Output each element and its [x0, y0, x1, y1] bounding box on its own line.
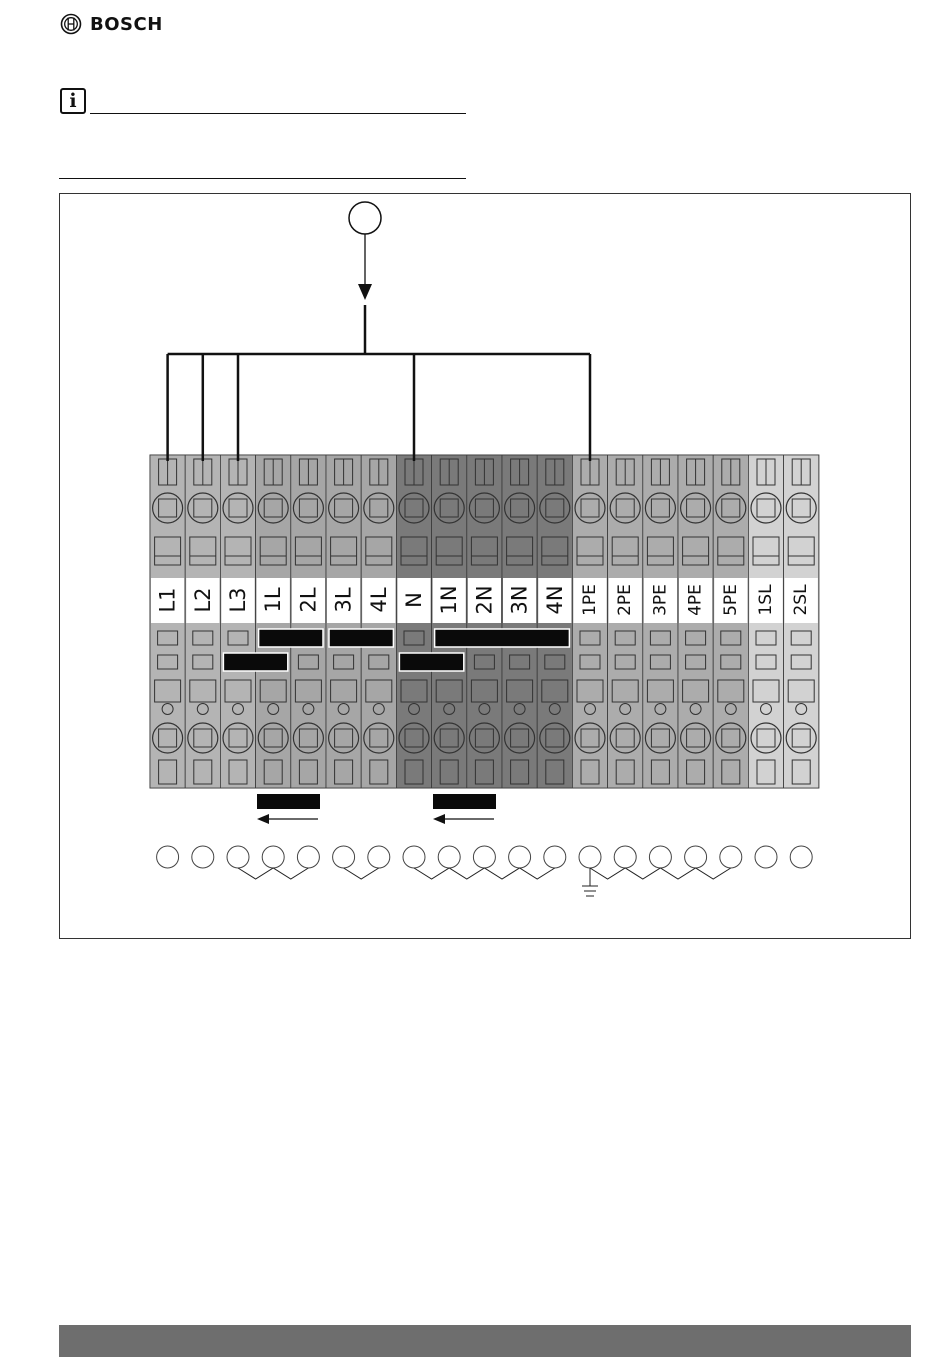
terminal-l2 — [185, 455, 220, 788]
terminal-symbol — [509, 846, 531, 868]
terminal-label: 4PE — [685, 584, 706, 616]
bridge-link — [414, 868, 555, 879]
footer-bar — [59, 1325, 911, 1357]
terminal-2n — [467, 455, 502, 788]
bridge-tag — [433, 794, 496, 809]
terminal-block — [150, 455, 819, 788]
terminal-symbol — [297, 846, 319, 868]
terminal-symbol — [368, 846, 390, 868]
terminal-symbol — [790, 846, 812, 868]
terminal-5pe — [713, 455, 748, 788]
terminal-label: L2 — [190, 587, 215, 613]
terminal-label: 4N — [542, 585, 567, 615]
terminal-label: 2N — [472, 585, 497, 615]
terminal-3l — [326, 455, 361, 788]
supply-marker — [349, 202, 381, 234]
terminal-1l — [256, 455, 291, 788]
terminal-label: N — [402, 592, 426, 608]
info-icon: i — [60, 88, 86, 114]
terminal-symbol — [227, 846, 249, 868]
terminal-3n — [502, 455, 537, 788]
terminal-4pe — [678, 455, 713, 788]
bridge-link — [238, 868, 308, 879]
terminal-symbol — [544, 846, 566, 868]
bridge-link — [344, 868, 379, 879]
terminal-symbol — [755, 846, 777, 868]
cross-connector-bar — [435, 629, 570, 647]
terminal-symbol — [649, 846, 671, 868]
direction-arrowhead — [257, 814, 269, 824]
terminal-label: 4L — [366, 587, 391, 613]
terminal-label: 2SL — [791, 584, 812, 616]
supply-arrowhead — [358, 284, 372, 300]
terminal-symbol — [579, 846, 601, 868]
terminal-symbol — [157, 846, 179, 868]
terminal-symbol — [262, 846, 284, 868]
terminal-4l — [361, 455, 396, 788]
terminal-2l — [291, 455, 326, 788]
cross-connector-bar — [399, 653, 463, 671]
terminal-label: L3 — [226, 587, 250, 613]
direction-arrowhead — [433, 814, 445, 824]
terminal-label: 3N — [507, 585, 532, 615]
terminal-2pe — [608, 455, 643, 788]
cross-connector-bar — [223, 653, 287, 671]
terminal-label: 1SL — [756, 584, 776, 616]
terminal-label: 1PE — [580, 584, 600, 616]
feed-wiring — [168, 202, 590, 461]
terminal-symbol — [685, 846, 707, 868]
terminal-symbol — [473, 846, 495, 868]
terminal-symbol — [403, 846, 425, 868]
terminal-3pe — [643, 455, 678, 788]
brand-name: BOSCH — [90, 13, 163, 35]
terminal-4n — [537, 455, 572, 788]
terminal-2sl — [784, 455, 819, 788]
terminal-symbol — [333, 846, 355, 868]
terminal-label: L1 — [155, 587, 180, 613]
terminal-symbol — [614, 846, 636, 868]
terminal-symbol — [720, 846, 742, 868]
bridge-link — [590, 868, 731, 879]
cross-connector-bar — [329, 629, 393, 647]
terminal-1sl — [748, 455, 783, 788]
terminal-1n — [432, 455, 467, 788]
terminal-symbol — [438, 846, 460, 868]
terminal-label: 1N — [437, 585, 462, 615]
terminal-label: 2L — [296, 587, 321, 613]
terminal-label: 3PE — [650, 584, 671, 616]
terminal-label: 2PE — [615, 584, 636, 616]
terminal-label: 3L — [331, 587, 356, 613]
bridge-tag — [257, 794, 320, 809]
terminal-label: 1L — [261, 587, 286, 613]
cross-connector-bar — [259, 629, 323, 647]
bridge-schematic — [157, 794, 813, 896]
terminal-symbol — [192, 846, 214, 868]
terminal-1pe — [572, 455, 607, 788]
terminal-l1 — [150, 455, 185, 788]
terminal-l3 — [220, 455, 255, 788]
terminal-label: 5PE — [720, 584, 741, 616]
terminal-n — [396, 455, 431, 788]
